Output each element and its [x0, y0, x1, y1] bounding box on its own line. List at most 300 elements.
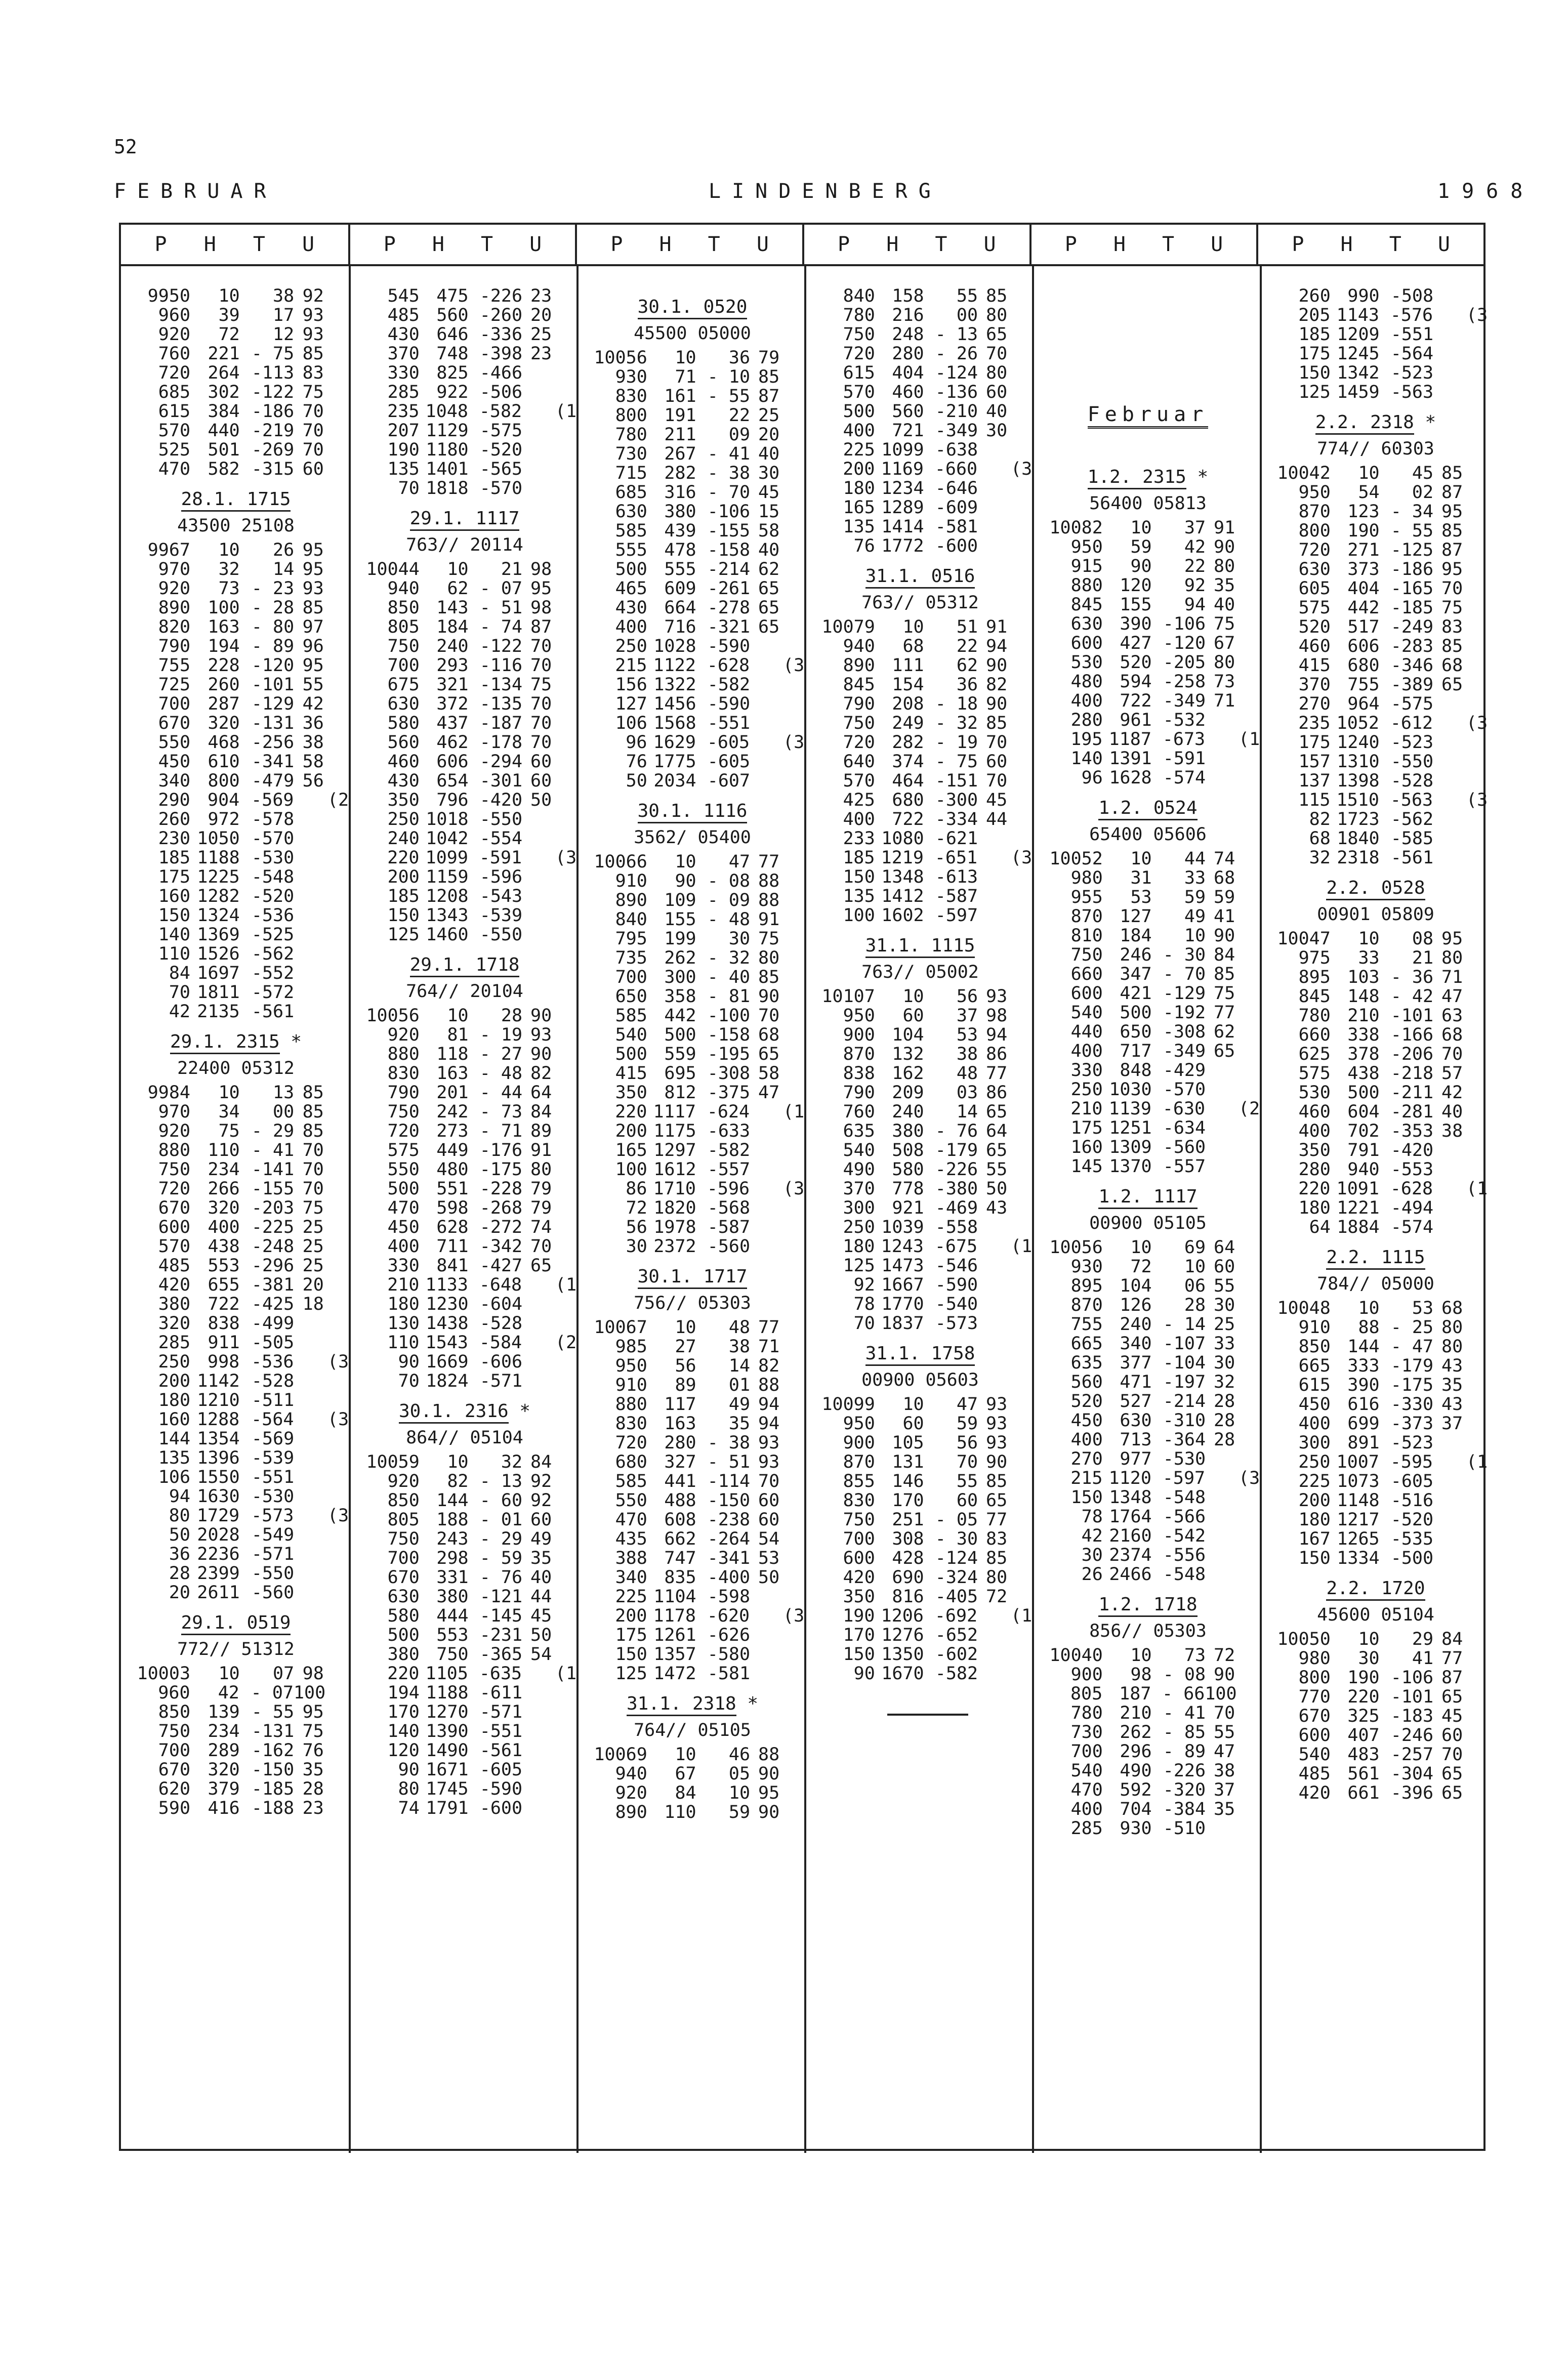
note-cell: [1007, 1395, 1029, 1414]
temperature-cell: -551: [251, 1467, 295, 1487]
height-cell: 1210: [197, 1390, 240, 1410]
height-cell: 1148: [1337, 1490, 1380, 1511]
height-cell: 184: [1120, 926, 1152, 946]
pressure-cell: 285: [387, 382, 420, 402]
humidity-cell: 85: [986, 286, 1008, 306]
humidity-cell: 59: [1214, 887, 1235, 907]
humidity-cell: 60: [530, 752, 552, 772]
pressure-cell: 94: [169, 1486, 191, 1507]
note-cell: [1235, 1411, 1257, 1430]
note-cell: [1463, 771, 1484, 791]
pressure-cell: 525: [158, 440, 191, 460]
note-cell: [324, 1779, 346, 1799]
pressure-cell: 330: [387, 363, 420, 383]
temperature-cell: 21: [501, 559, 523, 579]
humidity-cell: 33: [1214, 1334, 1235, 1354]
table-row: [126, 675, 346, 694]
sounding-title-text: 1.2. 1117: [1098, 1186, 1197, 1209]
pressure-cell: 10003: [137, 1664, 191, 1684]
humidity-cell: [977, 1237, 1007, 1256]
temperature-cell: -151: [935, 771, 978, 791]
pressure-cell: 10066: [594, 852, 647, 872]
temperature-cell: -530: [251, 1486, 295, 1507]
humidity-cell: [294, 1314, 324, 1333]
table-row: [356, 1626, 573, 1645]
table-row: [584, 406, 801, 425]
table-row: [356, 1568, 573, 1587]
note-cell: [779, 1568, 801, 1587]
pressure-cell: 975: [1298, 948, 1331, 968]
height-cell: 592: [1120, 1780, 1152, 1800]
sounding-block: [811, 286, 1033, 556]
humidity-cell: 98: [530, 598, 552, 618]
note-cell: [779, 444, 801, 464]
table-row: [126, 1391, 346, 1410]
note-cell: [1463, 1726, 1484, 1745]
table-row: [356, 1683, 573, 1702]
temperature-cell: - 48: [707, 909, 751, 930]
note-cell: [779, 560, 801, 579]
temperature-cell: -565: [479, 459, 523, 479]
temperature-cell: -607: [707, 771, 751, 791]
note-cell: [324, 656, 346, 675]
pressure-cell: 157: [1298, 752, 1331, 772]
pressure-cell: 388: [615, 1548, 647, 1568]
pressure-cell: 110: [158, 944, 191, 964]
asterisk-mark: *: [736, 1693, 759, 1714]
note-cell: [1235, 945, 1257, 965]
sounding-title-text: 29.1. 1718: [410, 954, 520, 977]
height-cell: 146: [892, 1471, 924, 1491]
height-cell: 234: [208, 1721, 240, 1741]
table-row: [1267, 1529, 1484, 1549]
table-row: [811, 1256, 1029, 1275]
temperature-cell: - 30: [1163, 945, 1206, 965]
pressure-cell: 920: [158, 324, 191, 345]
note-cell: [1007, 325, 1029, 344]
temperature-cell: 10: [1184, 926, 1206, 946]
pressure-cell: 895: [1298, 967, 1331, 987]
table-row: [126, 1564, 346, 1583]
humidity-cell: 30: [758, 463, 780, 483]
temperature-cell: -581: [707, 1664, 751, 1684]
pressure-cell: 670: [387, 1567, 420, 1588]
temperature-cell: -494: [1390, 1198, 1434, 1218]
note-cell: [1007, 829, 1029, 848]
note-cell: [779, 1764, 801, 1783]
pressure-cell: 144: [158, 1429, 191, 1449]
height-cell: 10: [1130, 1645, 1152, 1666]
height-cell: 242: [436, 1102, 469, 1122]
temperature-cell: 22: [1184, 556, 1206, 576]
note-cell: [779, 425, 801, 444]
table-row: [584, 1587, 801, 1606]
table-row: [356, 1587, 573, 1606]
note-cell: [1007, 675, 1029, 694]
temperature-cell: 07: [273, 1664, 295, 1684]
temperature-cell: -587: [935, 886, 978, 906]
pressure-cell: 156: [615, 675, 647, 695]
temperature-cell: -596: [479, 867, 523, 887]
temperature-cell: -580: [707, 1644, 751, 1665]
note-cell: [1463, 1025, 1484, 1045]
humidity-cell: [978, 1295, 1007, 1314]
table-row: [126, 1683, 346, 1702]
height-cell: 1840: [1337, 828, 1380, 849]
humidity-cell: 87: [758, 386, 780, 406]
humidity-cell: [1433, 791, 1462, 810]
humidity-cell: 62: [758, 559, 780, 579]
note-cell: [324, 810, 346, 829]
humidity-cell: [978, 498, 1007, 517]
humidity-cell: 42: [1441, 1083, 1463, 1103]
table-row: [584, 1356, 801, 1376]
height-cell: 2399: [197, 1563, 240, 1584]
table-row: [356, 656, 573, 675]
temperature-cell: - 07: [479, 578, 523, 599]
height-cell: 551: [436, 1179, 469, 1199]
pressure-cell: 850: [387, 598, 420, 618]
humidity-cell: 60: [1441, 1725, 1463, 1746]
temperature-cell: -228: [479, 1179, 523, 1199]
temperature-cell: -557: [1163, 1156, 1206, 1177]
humidity-cell: [522, 810, 552, 829]
sounding-block: [584, 1266, 805, 1684]
height-cell: 555: [664, 559, 696, 579]
temperature-cell: 14: [728, 1356, 751, 1376]
pressure-cell: 840: [615, 909, 647, 930]
pressure-cell: 145: [1070, 1156, 1103, 1177]
note-cell: [324, 752, 346, 771]
humidity-cell: 90: [1214, 537, 1235, 557]
humidity-cell: 43: [986, 1198, 1008, 1218]
table-row: [356, 1295, 573, 1314]
table-row: [1039, 537, 1257, 557]
sounding-title-text: 30.1. 0520: [638, 297, 748, 319]
table-row: [1267, 560, 1484, 579]
data-column: [121, 266, 349, 2153]
temperature-cell: -261: [707, 578, 751, 599]
note-cell: [552, 1121, 573, 1141]
humidity-cell: 40: [1441, 1102, 1463, 1122]
humidity-cell: [1433, 1218, 1463, 1237]
temperature-cell: -646: [935, 478, 978, 498]
table-row: [1039, 1411, 1257, 1430]
humidity-cell: [1433, 771, 1463, 791]
height-cell: 10: [447, 559, 469, 579]
pressure-cell: 125: [387, 925, 420, 945]
table-row: [356, 1606, 573, 1626]
temperature-cell: -246: [1390, 1725, 1434, 1746]
height-cell: 1324: [197, 905, 240, 926]
table-row: [1267, 1783, 1484, 1803]
height-cell: 1270: [426, 1702, 469, 1722]
temperature-cell: 05: [728, 1764, 751, 1784]
humidity-cell: [522, 383, 552, 402]
pressure-cell: 230: [158, 828, 191, 849]
note-cell: [1463, 1064, 1484, 1083]
temperature-cell: -179: [935, 1140, 978, 1160]
table-row: [584, 1626, 801, 1645]
note-cell: [1235, 1704, 1257, 1723]
note-cell: (1: [783, 1102, 805, 1122]
pressure-cell: 910: [615, 1375, 647, 1395]
pressure-cell: 950: [615, 1356, 647, 1376]
table-row: [126, 1448, 346, 1468]
pressure-cell: 170: [843, 1625, 875, 1645]
humidity-cell: 30: [986, 421, 1008, 441]
pressure-cell: 84: [169, 963, 191, 983]
note-cell: [1463, 1687, 1484, 1707]
pressure-cell: 485: [158, 1256, 191, 1276]
height-cell: 1884: [1337, 1217, 1380, 1237]
humidity-cell: 97: [302, 617, 324, 637]
pressure-cell: 56: [626, 1217, 647, 1237]
table-row: [356, 579, 573, 598]
pressure-cell: 545: [387, 286, 420, 306]
height-cell: 139: [208, 1702, 240, 1722]
note-cell: [779, 1025, 801, 1045]
note-cell: [1235, 1157, 1257, 1176]
pressure-cell: 880: [1070, 575, 1103, 596]
pressure-cell: 100: [615, 1159, 647, 1180]
temperature-cell: -135: [479, 694, 523, 714]
temperature-cell: -516: [1390, 1490, 1434, 1511]
column-header-label: U: [529, 233, 542, 256]
temperature-cell: -106: [1390, 1668, 1434, 1688]
pressure-cell: 26: [1081, 1564, 1103, 1585]
temperature-cell: - 13: [935, 324, 978, 345]
height-cell: 62: [447, 578, 469, 599]
note-cell: [779, 1510, 801, 1529]
height-cell: 144: [436, 1490, 469, 1511]
humidity-cell: 90: [758, 986, 780, 1007]
note-cell: [1463, 598, 1484, 617]
height-cell: 104: [892, 1025, 924, 1045]
height-cell: 608: [664, 1510, 696, 1530]
note-cell: [552, 1452, 573, 1472]
height-cell: 110: [664, 1802, 696, 1822]
note-cell: [1007, 617, 1029, 637]
pressure-cell: 78: [853, 1294, 875, 1314]
pressure-cell: 780: [1298, 1006, 1331, 1026]
temperature-cell: 38: [956, 1044, 978, 1064]
humidity-cell: [977, 460, 1007, 479]
temperature-cell: -346: [1390, 655, 1434, 676]
temperature-cell: 69: [1184, 1237, 1206, 1258]
height-cell: 500: [1347, 1083, 1380, 1103]
humidity-cell: 70: [986, 732, 1008, 753]
humidity-cell: [294, 1391, 324, 1410]
humidity-cell: [750, 1121, 779, 1141]
temperature-cell: 36: [956, 675, 978, 695]
table-row: [126, 383, 346, 402]
note-cell: [1235, 965, 1257, 984]
note-cell: [324, 344, 346, 363]
table-row: [126, 1352, 349, 1372]
note-cell: [1463, 1006, 1484, 1025]
height-cell: 154: [892, 675, 924, 695]
height-cell: 1697: [197, 963, 240, 983]
humidity-cell: [1206, 1138, 1235, 1157]
temperature-cell: 01: [728, 1375, 751, 1395]
table-row: [1039, 1761, 1257, 1780]
humidity-cell: 18: [302, 1294, 324, 1314]
humidity-cell: 88: [758, 1744, 780, 1765]
temperature-cell: -375: [707, 1083, 751, 1103]
note-cell: [779, 406, 801, 425]
temperature-cell: -573: [251, 1506, 294, 1526]
height-cell: 30: [1358, 1648, 1380, 1669]
height-cell: 1342: [1337, 363, 1380, 383]
temperature-cell: -591: [1163, 749, 1206, 769]
note-cell: [552, 421, 573, 440]
note-cell: [1463, 464, 1484, 483]
note-cell: [552, 1645, 573, 1664]
humidity-cell: [1206, 1546, 1235, 1565]
pressure-cell: 135: [843, 886, 875, 906]
table-row: [811, 1083, 1029, 1102]
temperature-cell: -536: [251, 1352, 294, 1372]
humidity-cell: 70: [530, 694, 552, 714]
temperature-cell: -508: [1390, 286, 1434, 306]
temperature-cell: -342: [479, 1236, 523, 1257]
temperature-cell: -571: [251, 1544, 295, 1564]
note-cell: [1235, 1449, 1257, 1469]
pressure-cell: 130: [387, 1313, 420, 1334]
temperature-cell: -296: [251, 1256, 295, 1276]
pressure-cell: 845: [1298, 986, 1331, 1007]
temperature-cell: -300: [935, 790, 978, 810]
column-header-group: [1029, 225, 1257, 264]
note-cell: [1463, 1045, 1484, 1064]
height-cell: 378: [1347, 1044, 1380, 1064]
pressure-cell: 70: [853, 1313, 875, 1334]
temperature-cell: -469: [935, 1198, 978, 1218]
pressure-cell: 300: [1298, 1433, 1331, 1453]
temperature-cell: -543: [479, 886, 523, 906]
pressure-cell: 900: [843, 1433, 875, 1453]
pressure-cell: 790: [158, 636, 191, 656]
note-cell: [324, 1237, 346, 1256]
temperature-cell: -420: [479, 790, 523, 810]
humidity-cell: [750, 694, 779, 714]
note-cell: [1235, 691, 1257, 711]
table-row: [1039, 1819, 1257, 1838]
humidity-cell: 80: [530, 1159, 552, 1180]
height-cell: 2034: [653, 771, 696, 791]
table-row: [126, 790, 349, 810]
humidity-cell: 79: [758, 348, 780, 368]
table-row: [356, 829, 573, 848]
pressure-cell: 820: [158, 617, 191, 637]
table-row: [584, 1783, 801, 1803]
note-cell: [552, 656, 573, 675]
height-cell: 646: [436, 324, 469, 345]
humidity-cell: [1206, 1526, 1235, 1546]
note-cell: [1463, 1218, 1484, 1237]
temperature-cell: - 18: [935, 694, 978, 714]
table-row: [1267, 286, 1484, 306]
note-cell: [552, 1372, 573, 1391]
temperature-cell: -185: [1390, 598, 1434, 618]
humidity-cell: 90: [758, 1764, 780, 1784]
note-cell: [552, 791, 573, 810]
column-header-label: P: [610, 233, 623, 256]
humidity-cell: 82: [530, 1063, 552, 1084]
height-cell: 1245: [1337, 344, 1380, 364]
note-cell: [1007, 733, 1029, 752]
table-row: [811, 637, 1029, 656]
height-cell: 1460: [426, 925, 469, 945]
sounding-title-text: 1.2. 0524: [1098, 798, 1197, 820]
note-cell: [1463, 1318, 1484, 1337]
height-cell: 2374: [1109, 1545, 1152, 1565]
note-cell: [552, 675, 573, 694]
table-row: [811, 848, 1033, 868]
table-row: [811, 1064, 1029, 1083]
table-row: [1039, 729, 1260, 750]
table-row: [584, 732, 805, 753]
table-row: [356, 1275, 577, 1295]
note-cell: [1007, 810, 1029, 829]
table-row: [1267, 829, 1484, 848]
height-cell: 1122: [653, 655, 696, 676]
pressure-cell: 630: [615, 502, 647, 522]
note-cell: [779, 637, 801, 656]
table-row: [584, 655, 805, 676]
humidity-cell: 95: [758, 1783, 780, 1803]
humidity-cell: 40: [758, 444, 780, 464]
pressure-cell: 838: [843, 1063, 875, 1084]
humidity-cell: [294, 1410, 324, 1429]
temperature-cell: -429: [1163, 1060, 1206, 1081]
pressure-cell: 950: [1070, 537, 1103, 557]
sounding-title-text: 1.2. 2315: [1088, 467, 1186, 489]
temperature-cell: 41: [1412, 1648, 1434, 1669]
table-row: [1267, 325, 1484, 344]
table-row: [584, 910, 801, 929]
height-cell: 690: [892, 1567, 924, 1588]
note-cell: [552, 1102, 573, 1121]
humidity-cell: [294, 1429, 324, 1448]
column-header-label: H: [432, 233, 444, 256]
note-cell: [1007, 1568, 1029, 1587]
height-cell: 1178: [653, 1606, 696, 1626]
humidity-cell: [978, 1645, 1007, 1664]
table-row: [126, 714, 346, 733]
note-cell: [1235, 1392, 1257, 1411]
note-cell: [779, 1803, 801, 1822]
temperature-cell: - 51: [707, 1452, 751, 1472]
pressure-cell: 400: [1070, 1041, 1103, 1061]
table-row: [584, 1414, 801, 1433]
height-cell: 320: [208, 1760, 240, 1780]
asterisk-mark: *: [1414, 412, 1436, 433]
sounding-date-time: [584, 1693, 801, 1715]
pressure-cell: 10042: [1277, 463, 1331, 483]
table-row: [1039, 1800, 1257, 1819]
note-cell: [324, 541, 346, 560]
table-row: [584, 387, 801, 406]
pressure-cell: 42: [1081, 1526, 1103, 1546]
note-cell: [1235, 672, 1257, 691]
humidity-cell: 68: [758, 1025, 780, 1045]
humidity-cell: 30: [1214, 1353, 1235, 1373]
note-cell: [1463, 1649, 1484, 1668]
height-cell: 1438: [426, 1313, 469, 1334]
temperature-cell: -648: [479, 1275, 522, 1295]
